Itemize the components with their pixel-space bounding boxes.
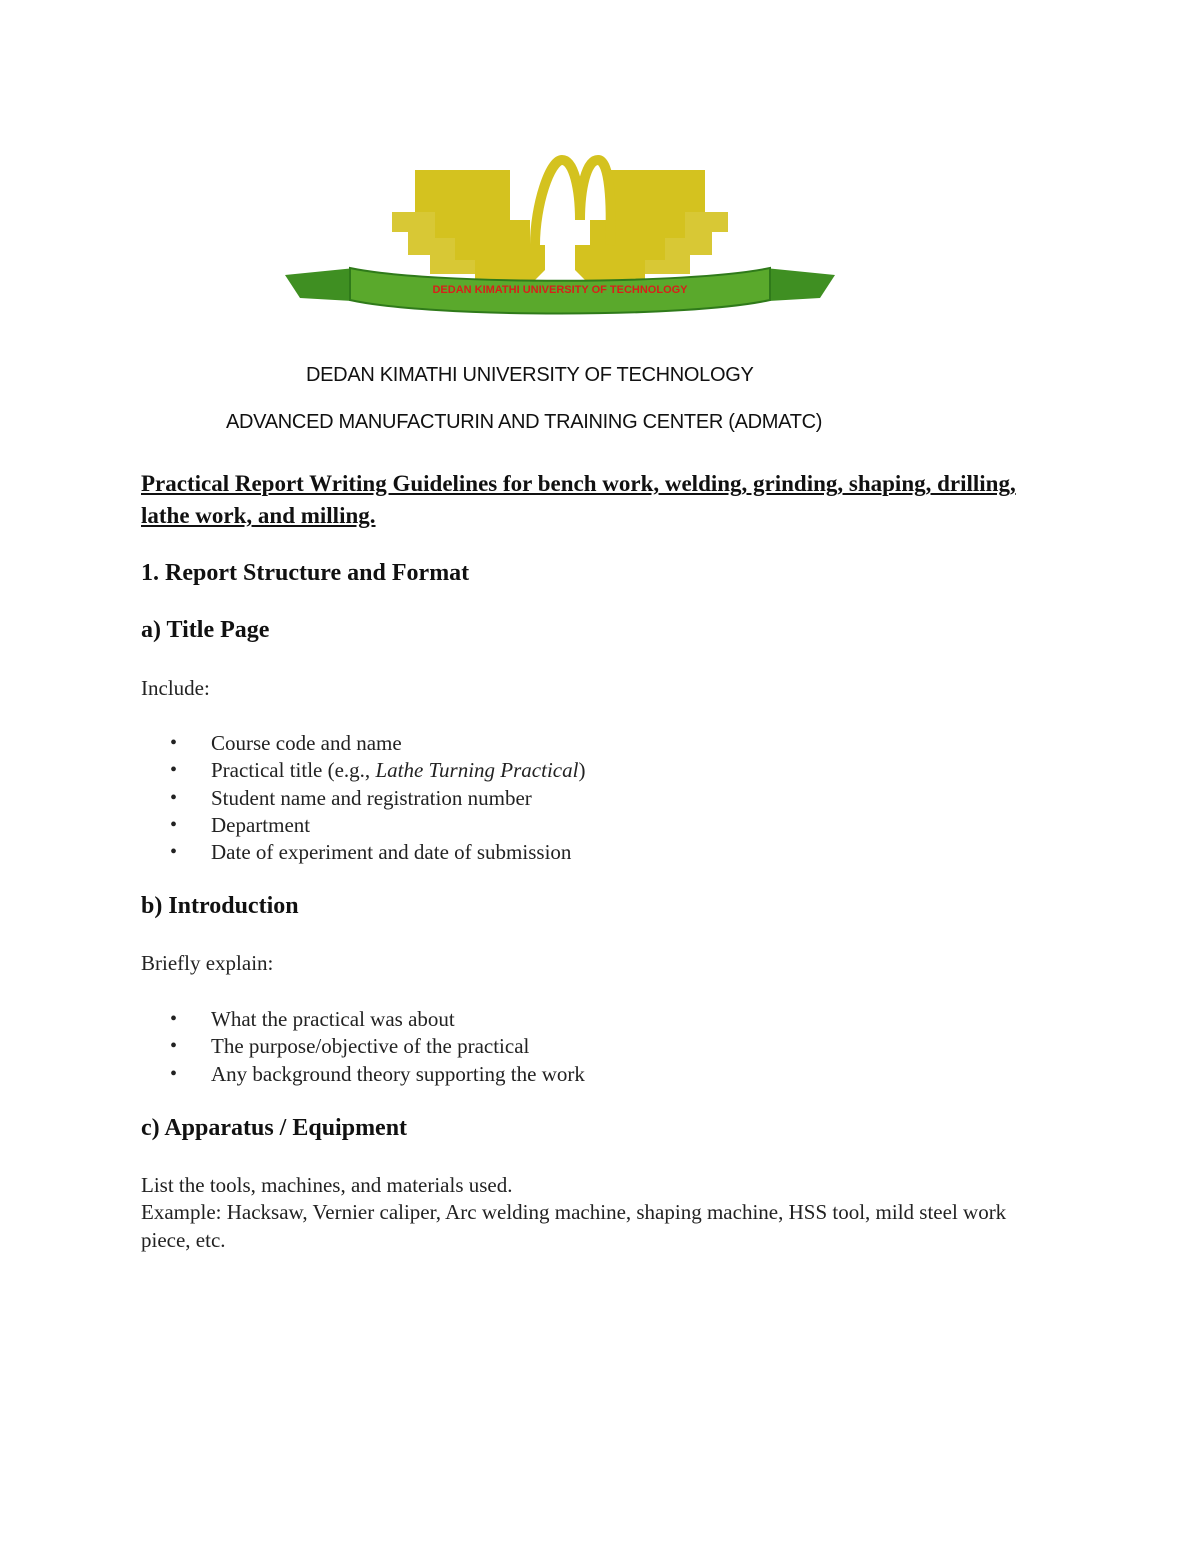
apparatus-line-1: List the tools, machines, and materials used.: [141, 1173, 513, 1197]
emblem-ribbon: [285, 268, 835, 314]
bullet-icon: •: [170, 759, 178, 782]
university-logo: [280, 150, 840, 330]
bullet-icon: •: [170, 1035, 178, 1058]
bullet-icon: •: [170, 1008, 178, 1030]
bullet-icon: •: [170, 841, 178, 864]
document-title: Practical Report Writing Guidelines for bench work, welding, grinding, shaping, drilling, lathe work, and milling.: [141, 471, 1016, 528]
title-page-list: [170, 730, 585, 866]
list-item: • What the practical was about: [170, 1006, 585, 1033]
apparatus-example: Example: Hacksaw, Vernier caliper, Arc welding machine, shaping machine, HSS tool, mild steel work piece, etc.: [141, 1200, 1007, 1252]
emblem-left-wing: [392, 170, 545, 280]
list-item: • Any background theory supporting the work: [170, 1061, 585, 1088]
subsection-heading-apparatus: c) Apparatus / Equipment: [141, 1115, 408, 1141]
list-item: • Date of experiment and date of submission: [170, 839, 585, 866]
bullet-icon: •: [170, 1062, 178, 1085]
bullet-icon: •: [170, 813, 178, 836]
title-page-intro: Include:: [141, 676, 210, 700]
list-item: • The purpose/objective of the practical: [170, 1033, 585, 1060]
subsection-heading-introduction: b) Introduction: [141, 893, 299, 919]
list-item: • Department: [170, 812, 585, 839]
subsection-heading-title-page: a) Title Page: [141, 617, 270, 643]
list-item: • Course code and name: [170, 730, 585, 757]
bullet-icon: •: [170, 786, 178, 809]
section-heading-report-structure: 1. Report Structure and Format: [141, 560, 470, 586]
emblem-right-wing: [575, 170, 728, 280]
list-item: • Practical title (e.g., Lathe Turning Practical): [170, 757, 585, 784]
apparatus-text: [141, 1172, 1041, 1254]
list-item: • Student name and registration number: [170, 785, 585, 812]
introduction-list: [170, 1006, 585, 1088]
ribbon-text: DEDAN KIMATHI UNIVERSITY OF TECHNOLOGY: [432, 284, 688, 296]
bullet-icon: •: [170, 732, 178, 754]
university-name: DEDAN KIMATHI UNIVERSITY OF TECHNOLOGY: [306, 364, 754, 386]
introduction-intro: Briefly explain:: [141, 951, 274, 975]
center-name: ADVANCED MANUFACTURIN AND TRAINING CENTER (ADMATC): [226, 411, 823, 433]
